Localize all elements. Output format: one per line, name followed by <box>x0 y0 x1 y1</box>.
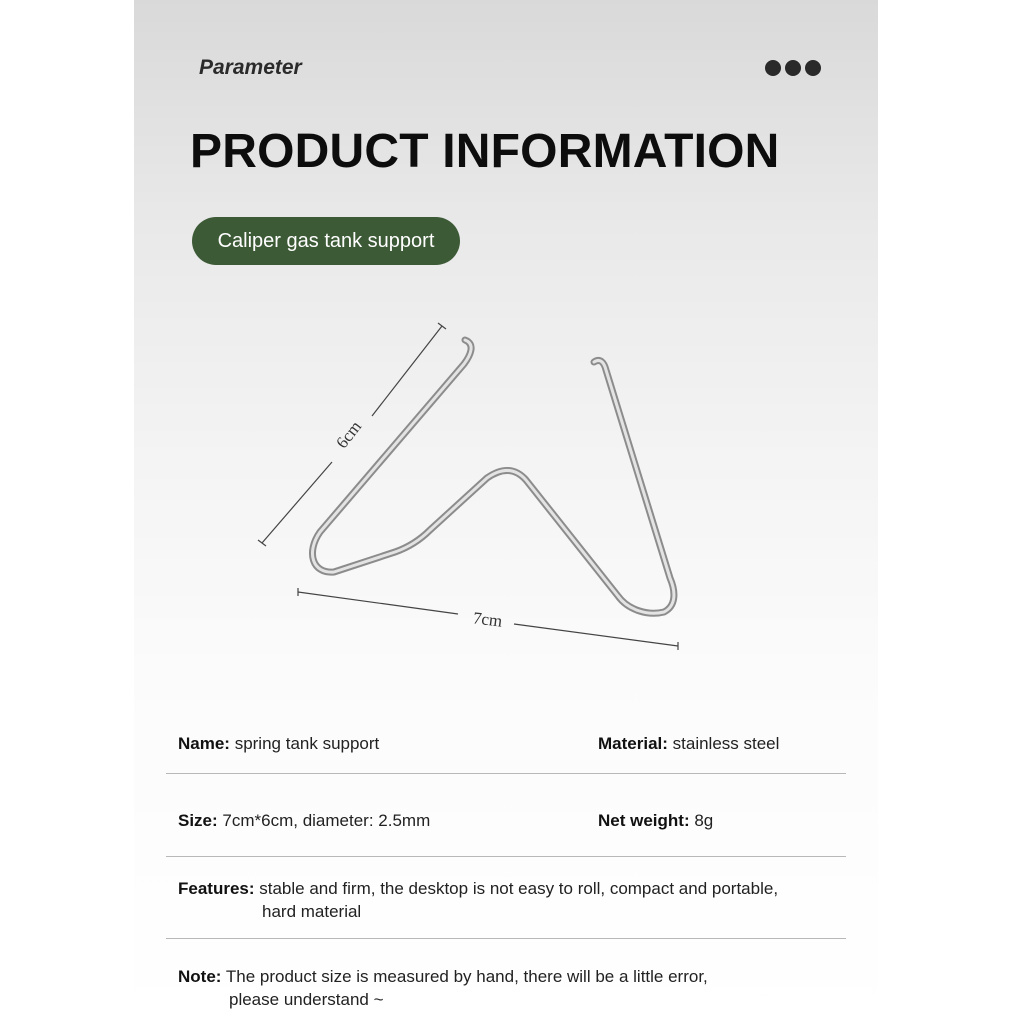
page-title: PRODUCT INFORMATION <box>190 125 780 178</box>
spec-weight-value: 8g <box>689 811 714 830</box>
spec-note <box>178 967 708 987</box>
spec-weight <box>598 811 713 831</box>
product-tag: Caliper gas tank support <box>192 217 460 265</box>
spec-weight-key: Net weight: <box>598 811 690 830</box>
spec-note-continuation: please understand ~ <box>229 990 384 1009</box>
divider <box>166 773 846 774</box>
spec-features-value: stable and firm, the desktop is not easy to roll, compact and portable, <box>254 879 779 898</box>
height-label: 6cm <box>332 417 366 452</box>
divider <box>166 938 846 939</box>
width-label: 7cm <box>471 608 504 631</box>
wire-support <box>312 340 673 613</box>
spec-features-continuation: hard material <box>262 902 362 921</box>
spec-name-key: Name: <box>178 734 230 753</box>
spec-material <box>598 734 779 754</box>
spec-material-key: Material: <box>598 734 668 753</box>
spec-name <box>178 734 379 754</box>
spec-size-value: 7cm*6cm, diameter: 2.5mm <box>217 811 431 830</box>
spec-material-value: stainless steel <box>667 734 780 753</box>
divider <box>166 856 846 857</box>
spec-features-key: Features: <box>178 879 255 898</box>
spec-size <box>178 811 430 831</box>
section-label: Parameter <box>199 56 302 79</box>
spec-size-key: Size: <box>178 811 218 830</box>
spec-note-key: Note: <box>178 967 222 986</box>
spec-features <box>178 879 778 899</box>
spec-name-value: spring tank support <box>229 734 380 753</box>
spec-note-value: The product size is measured by hand, there will be a little error, <box>221 967 708 986</box>
